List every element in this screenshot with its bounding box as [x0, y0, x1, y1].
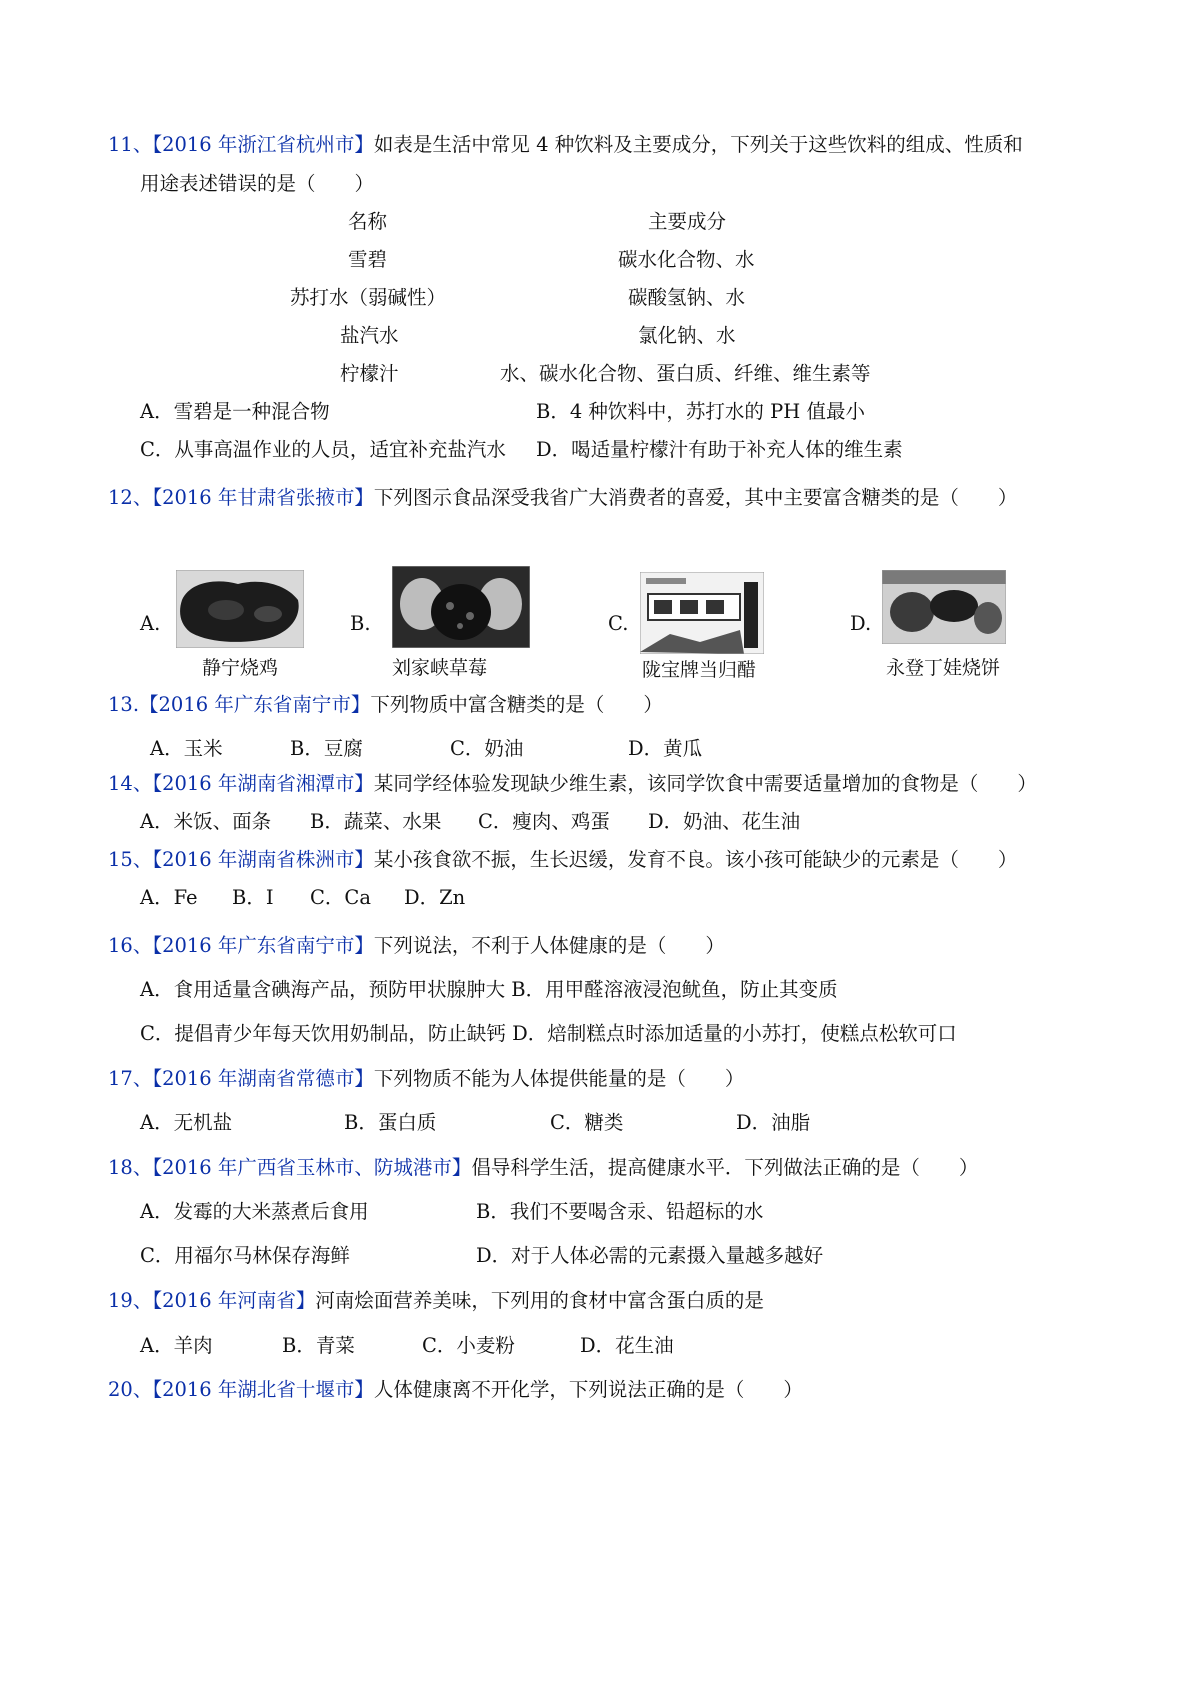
q12-number: 12、	[108, 486, 153, 509]
q13-number: 13.	[108, 693, 140, 716]
q14-source: 【2016 年湖南省湘潭市】	[152, 772, 374, 795]
q11-line1	[108, 132, 1023, 158]
q12-option-d-letter: D.	[850, 612, 872, 635]
q16-source: 【2016 年广东省南宁市】	[152, 934, 374, 957]
q18-option-a: A．发霉的大米蒸煮后食用	[140, 1200, 369, 1223]
roast-chicken-image	[176, 570, 304, 648]
q17-stem: 下列物质不能为人体提供能量的是（ ）	[373, 1067, 745, 1090]
table-header-ingredients: 主要成分	[648, 210, 727, 233]
q11-number: 11、	[108, 133, 153, 156]
q13-option-b: B．豆腐	[290, 737, 363, 760]
q17-number: 17、	[108, 1067, 153, 1090]
q14-option-a: A．米饭、面条	[140, 810, 272, 833]
q18-option-c: C．用福尔马林保存海鲜	[140, 1244, 350, 1267]
q17-line	[108, 1066, 744, 1092]
q11-source: 【2016 年浙江省杭州市】	[152, 133, 374, 156]
q18-number: 18、	[108, 1156, 153, 1179]
q19-stem: 河南烩面营养美味，下列用的食材中富含蛋白质的是	[315, 1289, 764, 1312]
q20-stem: 人体健康离不开化学，下列说法正确的是（ ）	[373, 1378, 803, 1401]
q12-caption-d: 永登丁娃烧饼	[886, 657, 1001, 679]
table-cell: 水、碳水化合物、蛋白质、纤维、维生素等	[500, 362, 871, 385]
table-cell: 氯化钠、水	[638, 324, 736, 347]
q12-source: 【2016 年甘肃省张掖市】	[152, 486, 374, 509]
q19-number: 19、	[108, 1289, 153, 1312]
q18-source: 【2016 年广西省玉林市、防城港市】	[152, 1156, 472, 1179]
q14-line	[108, 771, 1037, 797]
q12-caption-c: 陇宝牌当归醋	[642, 659, 757, 681]
table-cell: 柠檬汁	[340, 362, 399, 385]
q12-caption-a: 静宁烧鸡	[202, 657, 279, 679]
q15-option-b: B．I	[232, 886, 274, 909]
q11-option-d: D．喝适量柠檬汁有助于补充人体的维生素	[536, 438, 903, 461]
strawberry-image	[392, 566, 530, 648]
table-cell: 苏打水（弱碱性）	[290, 286, 447, 309]
q20-source: 【2016 年湖北省十堰市】	[152, 1378, 374, 1401]
q19-option-c: C．小麦粉	[422, 1334, 515, 1357]
q11-option-c: C．从事高温作业的人员，适宜补充盐汽水	[140, 438, 506, 461]
q13-stem: 下列物质中富含糖类的是（ ）	[370, 693, 663, 716]
q14-stem: 某同学经体验发现缺少维生素，该同学饮食中需要适量增加的食物是（ ）	[373, 772, 1037, 795]
q15-line	[108, 847, 1017, 873]
q12-line	[108, 485, 1017, 511]
q13-line	[108, 692, 663, 718]
q18-stem: 倡导科学生活，提高健康水平．下列做法正确的是（ ）	[471, 1156, 979, 1179]
q17-option-c: C．糖类	[550, 1111, 624, 1134]
q12-stem: 下列图示食品深受我省广大消费者的喜爱，其中主要富含糖类的是（ ）	[373, 486, 1018, 509]
q19-line	[108, 1288, 764, 1314]
q13-option-d: D．黄瓜	[628, 737, 703, 760]
q16-stem: 下列说法，不利于人体健康的是（ ）	[373, 934, 725, 957]
q19-option-b: B．青菜	[282, 1334, 355, 1357]
q17-option-b: B．蛋白质	[344, 1111, 437, 1134]
q16-number: 16、	[108, 934, 153, 957]
q15-option-c: C．Ca	[310, 886, 371, 909]
q11-stem-continued: 用途表述错误的是（ ）	[140, 172, 375, 195]
table-cell: 雪碧	[348, 248, 388, 271]
q17-option-a: A．无机盐	[140, 1111, 233, 1134]
q15-source: 【2016 年湖南省株洲市】	[152, 848, 374, 871]
q13-option-c: C．奶油	[450, 737, 524, 760]
flatbread-image	[882, 570, 1006, 644]
q15-stem: 某小孩食欲不振，生长迟缓，发育不良。该小孩可能缺少的元素是（ ）	[373, 848, 1018, 871]
q20-number: 20、	[108, 1378, 153, 1401]
q17-source: 【2016 年湖南省常德市】	[152, 1067, 374, 1090]
table-cell: 碳酸氢钠、水	[628, 286, 746, 309]
q12-option-a-letter: A.	[140, 612, 161, 635]
q20-line	[108, 1377, 803, 1403]
q17-option-d: D．油脂	[736, 1111, 811, 1134]
q19-source: 【2016 年河南省】	[152, 1289, 316, 1312]
q16-options-ab: A．食用适量含碘海产品，预防甲状腺肿大 B．用甲醛溶液浸泡鱿鱼，防止其变质	[140, 978, 838, 1001]
q11-stem: 如表是生活中常见 4 种饮料及主要成分，下列关于这些饮料的组成、性质和	[373, 133, 1023, 156]
table-header-name: 名称	[348, 210, 388, 233]
q12-option-c-letter: C.	[608, 612, 629, 635]
q11-option-b: B．4 种饮料中，苏打水的 PH 值最小	[536, 400, 865, 423]
vinegar-label-image	[640, 572, 764, 654]
q18-option-b: B．我们不要喝含汞、铅超标的水	[476, 1200, 764, 1223]
q14-option-d: D．奶油、花生油	[648, 810, 801, 833]
q16-line	[108, 933, 725, 959]
q15-number: 15、	[108, 848, 153, 871]
q11-option-a: A．雪碧是一种混合物	[140, 400, 330, 423]
table-cell: 盐汽水	[340, 324, 399, 347]
q13-option-a: A．玉米	[150, 737, 223, 760]
table-cell: 碳水化合物、水	[618, 248, 755, 271]
q16-options-cd: C．提倡青少年每天饮用奶制品，防止缺钙 D．焙制糕点时添加适量的小苏打，使糕点松软可口	[140, 1022, 957, 1045]
q14-option-c: C．瘦肉、鸡蛋	[478, 810, 610, 833]
q13-source: 【2016 年广东省南宁市】	[139, 693, 371, 716]
q19-option-a: A．羊肉	[140, 1334, 213, 1357]
q15-option-d: D．Zn	[404, 886, 466, 909]
q15-option-a: A．Fe	[140, 886, 198, 909]
q12-option-b-letter: B.	[350, 612, 371, 635]
q12-caption-b: 刘家峡草莓	[392, 657, 488, 679]
q19-option-d: D．花生油	[580, 1334, 674, 1357]
q18-line	[108, 1155, 978, 1181]
q14-number: 14、	[108, 772, 153, 795]
q14-option-b: B．蔬菜、水果	[310, 810, 442, 833]
q18-option-d: D．对于人体必需的元素摄入量越多越好	[476, 1244, 824, 1267]
